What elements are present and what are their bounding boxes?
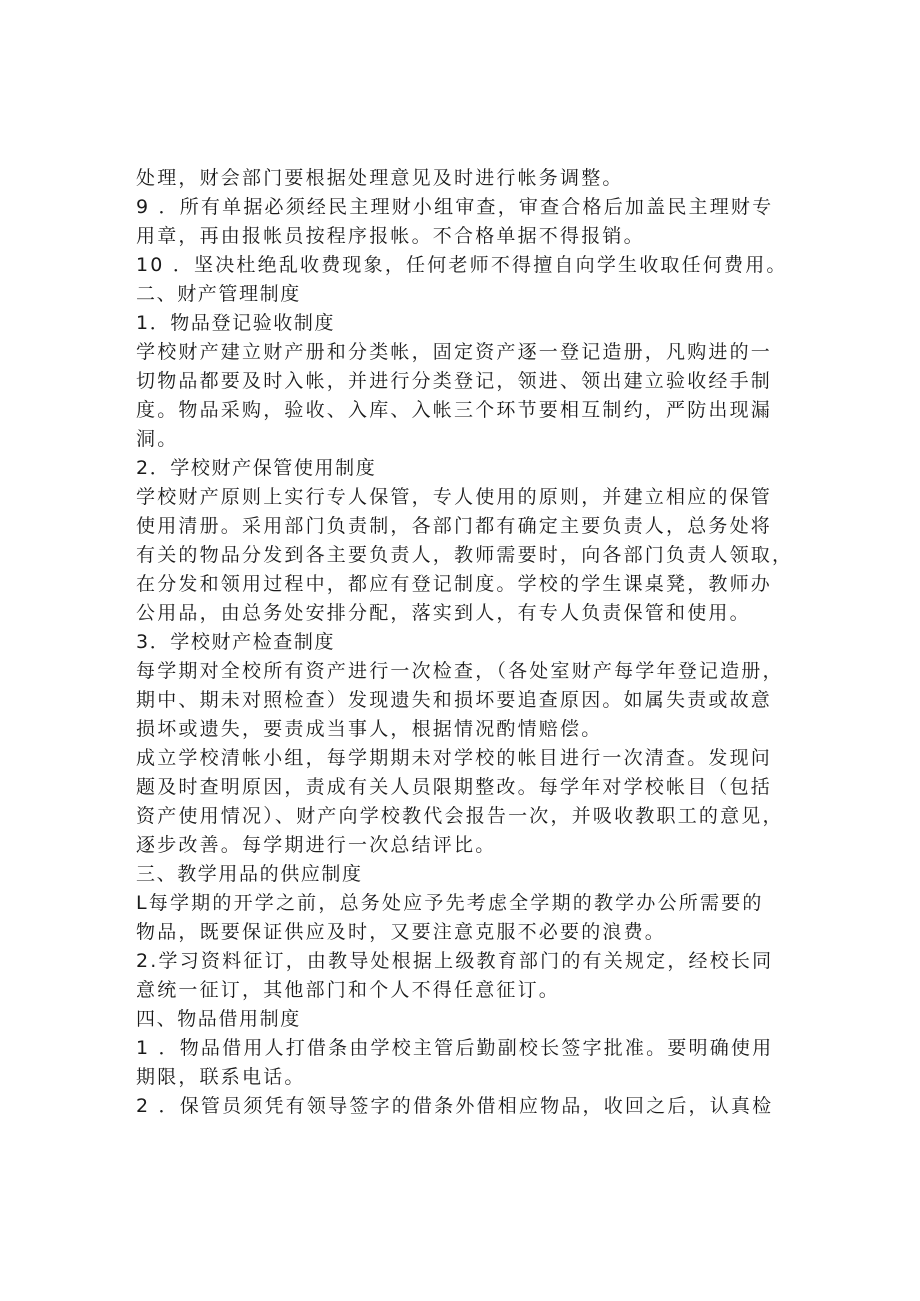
text-line: 处理，财会部门要根据处理意见及时进行帐务调整。 — [136, 167, 624, 189]
text-line: 在分发和领用过程中，都应有登记制度。学校的学生课桌凳，教师办 — [136, 573, 773, 595]
text-line: 学校财产建立财产册和分类帐，固定资产逐一登记造册，凡购进的一 — [136, 341, 773, 363]
section-heading: 二、财产管理制度 — [136, 283, 301, 305]
text-line: L每学期的开学之前，总务处应予先考虑全学期的教学办公所需要的 — [136, 892, 764, 914]
text-line: 物品，既要保证供应及时，又要注意克服不必要的浪费。 — [136, 921, 667, 943]
text-line: 成立学校清帐小组，每学期期未对学校的帐目进行一次清查。发现问 — [136, 747, 773, 769]
text-line: 1 ．物品借用人打借条由学校主管后勤副校长签字批准。要明确使用 — [136, 1037, 774, 1059]
text-line: 题及时查明原因，责成有关人员限期整改。每学年对学校帐目（包括 — [136, 776, 773, 798]
subsection-heading: 3．学校财产检查制度 — [136, 631, 336, 653]
subsection-heading: 2．学校财产保管使用制度 — [136, 457, 377, 479]
text-line: 洞。 — [136, 428, 179, 450]
subsection-heading: 1．物品登记验收制度 — [136, 312, 336, 334]
text-line: 用章，再由报帐员按程序报帐。不合格单据不得报销。 — [136, 225, 645, 247]
text-line: 10 ．坚决杜绝乱收费现象，任何老师不得擅自向学生收取任何费用。 — [136, 254, 788, 276]
text-line: 公用品，由总务处安排分配，落实到人，有专人负责保管和使用。 — [136, 602, 751, 624]
text-line: 期中、期未对照检查）发现遗失和损坏要追查原因。如属失责或故意 — [136, 689, 773, 711]
text-line: 有关的物品分发到各主要负责人，教师需要时，向各部门负责人领取， — [136, 544, 794, 566]
text-line: 9 ．所有单据必须经民主理财小组审查，审查合格后加盖民主理财专 — [136, 196, 774, 218]
text-line: 度。物品采购，验收、入库、入帐三个环节要相互制约，严防出现漏 — [136, 399, 773, 421]
text-line: 2.学习资料征订，由教导处根据上级教育部门的有关规定，经校长同 — [136, 950, 774, 972]
text-line: 资产使用情况）、财产向学校教代会报告一次，并吸收教职工的意见， — [136, 805, 784, 827]
text-line: 逐步改善。每学期进行一次总结评比。 — [136, 834, 497, 856]
section-heading: 三、教学用品的供应制度 — [136, 863, 363, 885]
document-body — [136, 164, 796, 1121]
text-line: 使用清册。采用部门负责制，各部门都有确定主要负责人，总务处将 — [136, 515, 773, 537]
text-line: 意统一征订，其他部门和个人不得任意征订。 — [136, 979, 561, 1001]
text-line: 损坏或遗失，要责成当事人，根据情况酌情赔偿。 — [136, 718, 603, 740]
text-line: 每学期对全校所有资产进行一次检查，（各处室财产每学年登记造册， — [136, 660, 784, 682]
text-line: 2 ．保管员须凭有领导签字的借条外借相应物品，收回之后，认真检 — [136, 1095, 774, 1117]
text-line: 期限，联系电话。 — [136, 1066, 306, 1088]
text-line: 切物品都要及时入帐，并进行分类登记，领进、领出建立验收经手制 — [136, 370, 773, 392]
section-heading: 四、物品借用制度 — [136, 1008, 301, 1030]
text-line: 学校财产原则上实行专人保管，专人使用的原则，并建立相应的保管 — [136, 486, 773, 508]
